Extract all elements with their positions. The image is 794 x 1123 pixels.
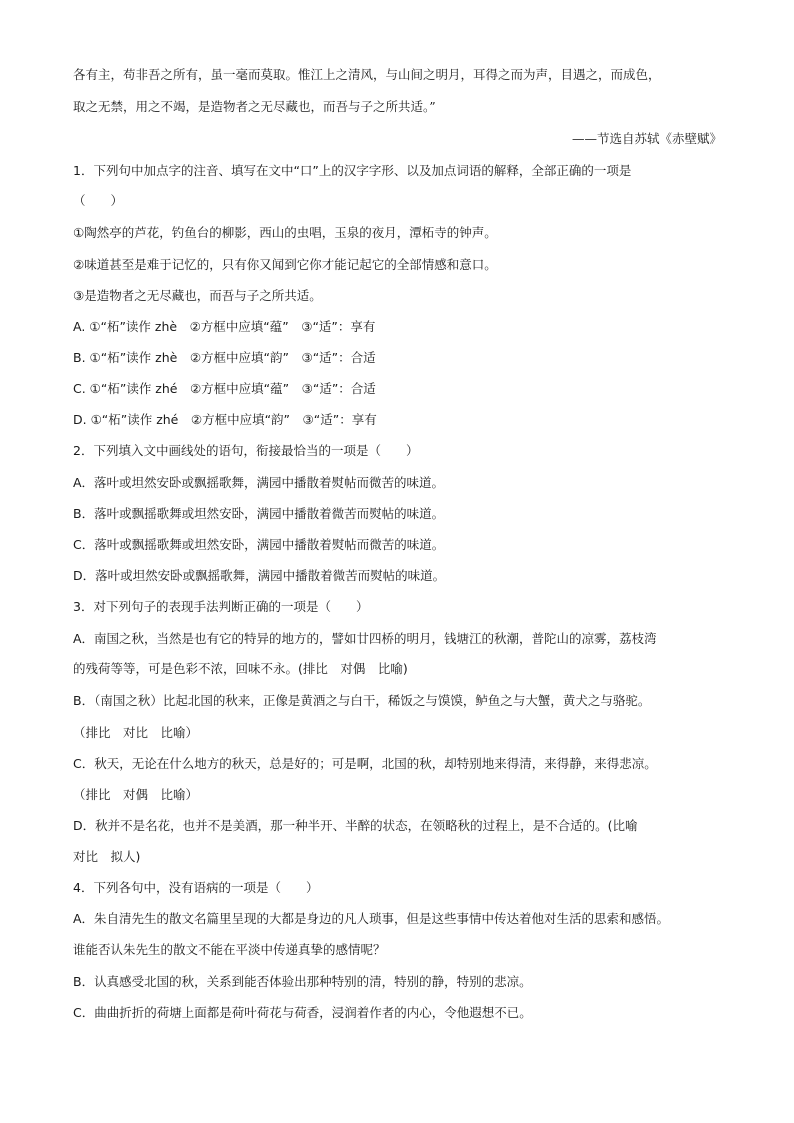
q1-option-a: A. ①“柘”读作 zhè ②方框中应填“蕴” ③“适”：享有 <box>73 319 376 334</box>
q2-option-a: A．落叶或坦然安卧或飘摇歌舞，满园中播散着熨帖而微苦的味道。 <box>73 475 445 490</box>
q3-option-b-line-1: B．（南国之秋）比起北国的秋来，正像是黄酒之与白干，稀饭之与馍馍，鲈鱼之与大蟹，黄犬之与骆驼。 <box>73 693 651 708</box>
q3-option-a-line-1: A．南国之秋，当然是也有它的特异的地方的，譬如廿四桥的明月，钱塘江的秋潮，普陀山的凉雾，荔枝湾 <box>73 631 657 646</box>
q2-stem: 2．下列填入文中画线处的语句，衔接最恰当的一项是（ ） <box>73 443 419 458</box>
q3-option-c-line-2: （排比 对偶 比喻） <box>73 787 199 802</box>
q4-stem: 4．下列各句中，没有语病的一项是（ ） <box>73 880 319 895</box>
q4-option-a-line-1: A．朱自清先生的散文名篇里呈现的大都是身边的凡人琐事，但是这些事情中传达着他对生活的思索和感悟。 <box>73 911 670 926</box>
q1-option-d: D. ①“柘”读作 zhé ②方框中应填“韵” ③“适”：享有 <box>73 412 377 427</box>
q2-option-b: B．落叶或飘摇歌舞或坦然安卧，满园中播散着微苦而熨帖的味道。 <box>73 506 445 521</box>
q3-option-b-line-2: （排比 对比 比喻） <box>73 725 199 740</box>
q1-stem: 1．下列句中加点字的注音、填写在文中“口”上的汉字字形、以及加点词语的解释，全部正确的一项是 <box>73 163 632 178</box>
q4-option-a-line-2: 谁能否认朱先生的散文不能在平淡中传递真挚的感情呢？ <box>73 942 386 957</box>
q2-option-d: D．落叶或坦然安卧或飘摇歌舞，满园中播散着微苦而熨帖的味道。 <box>73 568 446 583</box>
q1-option-b: B. ①“柘”读作 zhè ②方框中应填“韵” ③“适”：合适 <box>73 350 376 365</box>
q1-sentence-3: ③是造物者之无尽藏也，而吾与子之所共适。 <box>73 288 322 303</box>
passage-line-2: 取之无禁，用之不竭，是造物者之无尽藏也，而吾与子之所共适。” <box>73 99 436 114</box>
passage-line-1: 各有主，苟非吾之所有，虽一毫而莫取。惟江上之清风，与山间之明月，耳得之而为声，目遇之，而成色， <box>73 67 661 82</box>
passage-source: ——节选自苏轼《赤壁赋》 <box>571 131 722 146</box>
q1-sentence-1: ①陶然亭的芦花，钓鱼台的柳影，西山的虫唱，玉泉的夜月，潭柘寺的钟声。 <box>73 225 497 240</box>
q3-option-a-line-2: 的残荷等等，可是色彩不浓，回味不永。(排比 对偶 比喻) <box>73 661 408 676</box>
q4-option-b: B．认真感受北国的秋，关系到能否体验出那种特别的清，特别的静，特别的悲凉。 <box>73 974 532 989</box>
q2-option-c: C．落叶或飘摇歌舞或坦然安卧，满园中播散着熨帖而微苦的味道。 <box>73 537 445 552</box>
q1-option-c: C. ①“柘”读作 zhé ②方框中应填“蕴” ③“适”：合适 <box>73 381 376 396</box>
q1-sentence-2: ②味道甚至是难于记忆的，只有你又闻到它你才能记起它的全部情感和意口。 <box>73 257 497 272</box>
q3-stem: 3．对下列句子的表现手法判断正确的一项是（ ） <box>73 599 369 614</box>
q1-stem-bracket: （ ） <box>73 193 124 208</box>
q3-option-d-line-2: 对比 拟人) <box>73 849 141 864</box>
q3-option-c-line-1: C．秋天，无论在什么地方的秋天，总是好的；可是啊，北国的秋，却特别地来得清，来得静，来得悲凉。 <box>73 756 657 771</box>
q4-option-c: C．曲曲折折的荷塘上面都是荷叶荷花与荷香，浸润着作者的内心，令他遐想不已。 <box>73 1005 532 1020</box>
q3-option-d-line-1: D．秋并不是名花，也并不是美酒，那一种半开、半醉的状态，在领略秋的过程上，是不合适的。(比喻 <box>73 818 638 833</box>
